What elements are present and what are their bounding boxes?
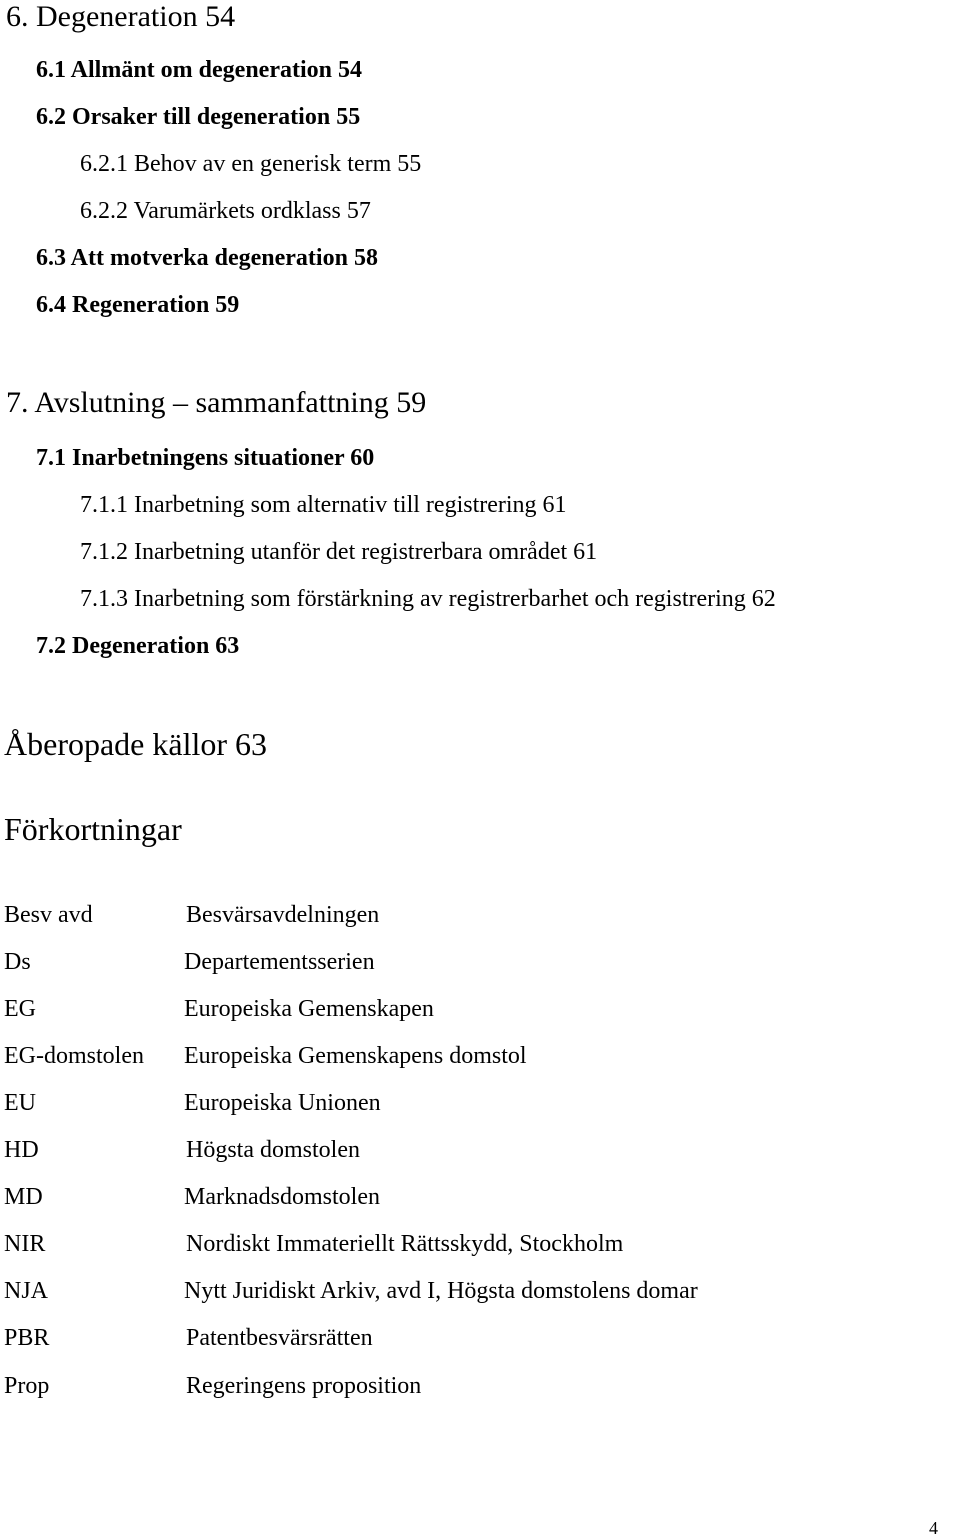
toc-section-7-1-2: 7.1.2 Inarbetning utanför det registrerbara området 61 xyxy=(80,539,598,565)
toc-section-7-2: 7.2 Degeneration 63 xyxy=(36,633,240,659)
abbr-definition: Marknadsdomstolen xyxy=(184,1184,380,1210)
toc-section-6-4: 6.4 Regeneration 59 xyxy=(36,292,240,318)
abbr-term: EG xyxy=(4,996,36,1022)
toc-section-7-1-1: 7.1.1 Inarbetning som alternativ till registrering 61 xyxy=(80,492,567,518)
abbr-definition: Regeringens proposition xyxy=(186,1373,422,1399)
abbr-definition: Nordiskt Immateriellt Rättsskydd, Stockholm xyxy=(186,1231,624,1257)
abbreviations-heading: Förkortningar xyxy=(4,811,182,847)
abbr-term: HD xyxy=(4,1137,39,1163)
abbr-definition: Patentbesvärsrätten xyxy=(186,1325,373,1351)
toc-section-6-1: 6.1 Allmänt om degeneration 54 xyxy=(36,57,362,83)
toc-chapter-6: 6. Degeneration 54 xyxy=(6,0,236,33)
abbr-definition: Europeiska Unionen xyxy=(184,1090,381,1116)
abbr-term: EU xyxy=(4,1090,36,1116)
abbr-term: NIR xyxy=(4,1231,46,1257)
abbr-definition: Besvärsavdelningen xyxy=(186,902,380,928)
abbr-term: Prop xyxy=(4,1373,50,1399)
abbr-term: NJA xyxy=(4,1278,49,1304)
toc-section-7-1-3: 7.1.3 Inarbetning som förstärkning av registrerbarhet och registrering 62 xyxy=(80,586,776,612)
toc-sources: Åberopade källor 63 xyxy=(4,726,268,762)
abbr-definition: Europeiska Gemenskapen xyxy=(184,996,434,1022)
abbr-definition: Högsta domstolen xyxy=(186,1137,360,1163)
toc-section-6-3: 6.3 Att motverka degeneration 58 xyxy=(36,245,378,271)
toc-section-7-1: 7.1 Inarbetningens situationer 60 xyxy=(36,445,375,471)
toc-chapter-7: 7. Avslutning – sammanfattning 59 xyxy=(6,386,427,419)
toc-section-6-2-2: 6.2.2 Varumärkets ordklass 57 xyxy=(80,198,371,224)
abbr-term: Besv avd xyxy=(4,902,93,928)
abbr-definition: Europeiska Gemenskapens domstol xyxy=(184,1043,527,1069)
toc-section-6-2: 6.2 Orsaker till degeneration 55 xyxy=(36,104,361,130)
abbr-term: MD xyxy=(4,1184,43,1210)
page-number: 4 xyxy=(929,1518,938,1538)
abbr-term: EG-domstolen xyxy=(4,1043,144,1069)
abbr-term: PBR xyxy=(4,1325,50,1351)
abbr-term: Ds xyxy=(4,949,31,975)
toc-section-6-2-1: 6.2.1 Behov av en generisk term 55 xyxy=(80,151,422,177)
abbr-definition: Departementsserien xyxy=(184,949,375,975)
abbr-definition: Nytt Juridiskt Arkiv, avd I, Högsta domstolens domar xyxy=(184,1278,698,1304)
